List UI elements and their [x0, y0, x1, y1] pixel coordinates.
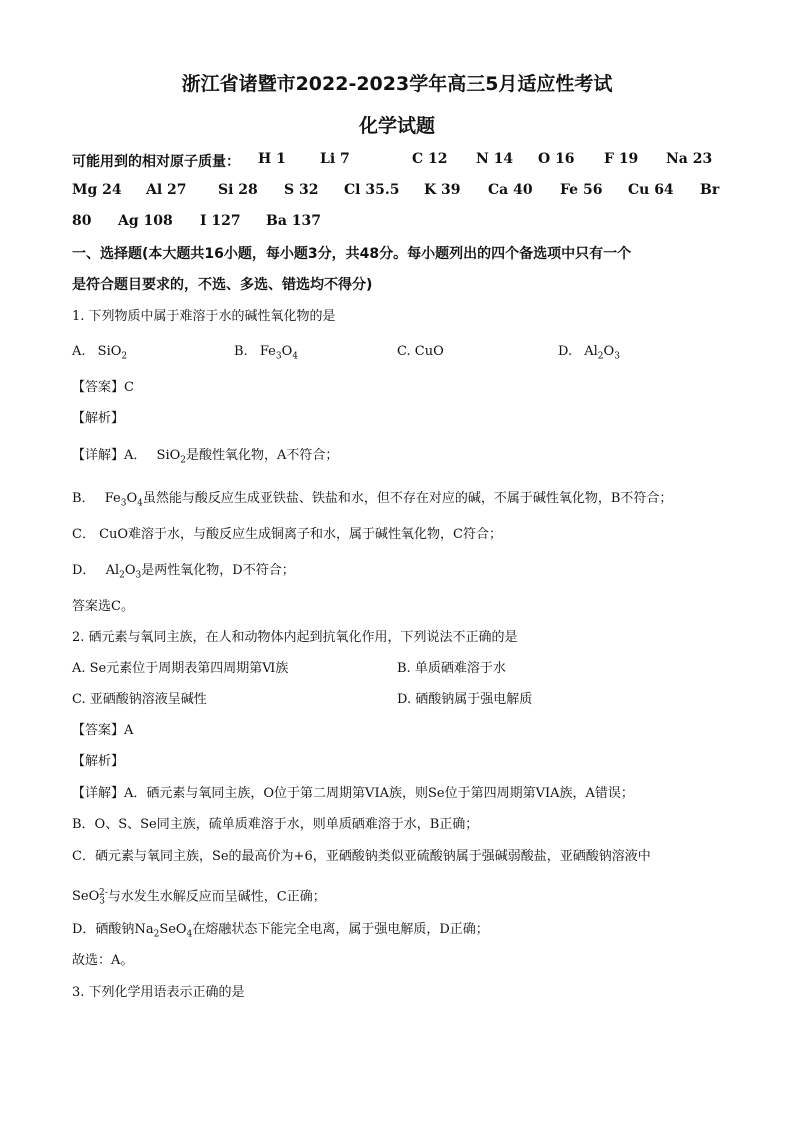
- section-heading-line-1: 一、选择题(本大题共16小题，每小题3分，共48分。每小题列出的四个备选项中只有一个: [72, 246, 632, 262]
- atomic-mass-item: Ag 108: [118, 213, 173, 229]
- q2-option-c: C. 亚硒酸钠溶液呈碱性: [72, 692, 207, 707]
- q1-detail-a: 【详解】A． SiO$_2$是酸性氧化物，A不符合；: [72, 448, 339, 466]
- atomic-mass-item: Ba 137: [266, 213, 322, 229]
- q2-detail-c: C．硒元素与氧同主族，Se的最高价为+6，亚硒酸钠类似亚硫酸钠属于强碱弱酸盐，亚硒酸钠溶液中: [72, 849, 651, 864]
- q2-detail-c-cont: SeO$_3^{2-}$与水发生水解反应而呈碱性，C正确；: [72, 888, 326, 907]
- q2-option-a: A. Se元素位于周期表第四周期第Ⅵ族: [72, 661, 289, 676]
- q2-option-b: B. 单质硒难溶于水: [397, 661, 506, 676]
- atomic-mass-item: Ca 40: [488, 182, 533, 198]
- formula: SiO$_2$: [97, 344, 128, 362]
- atomic-mass-item: K 39: [424, 182, 461, 198]
- atomic-mass-item: Li 7: [320, 151, 350, 167]
- atomic-mass-item: Al 27: [146, 182, 187, 198]
- atomic-mass-item: H 1: [258, 151, 286, 167]
- q2-analysis-tag: 【解析】: [72, 754, 125, 769]
- atomic-mass-label: 可能用到的相对原子质量：: [72, 154, 240, 170]
- atomic-mass-item: Mg 24: [72, 182, 122, 198]
- question-1-stem: 1. 下列物质中属于难溶于水的碱性氧化物的是: [72, 309, 336, 324]
- atomic-mass-item: 80: [72, 213, 92, 229]
- q2-detail-a: 【详解】A．硒元素与氧同主族，O位于第二周期第VIA族，则Se位于第四周期第VIA族，A错误；: [72, 786, 634, 801]
- q1-answer: 【答案】C: [72, 380, 134, 395]
- atomic-mass-item: I 127: [200, 213, 241, 229]
- q1-option-c: C. CuO: [397, 344, 444, 359]
- option-label: A.: [72, 344, 86, 359]
- q1-detail-d: D． $Al_2O_3$是两性氧化物，D不符合；: [72, 563, 295, 581]
- page-title: 浙江省诸暨市2022-2023学年高三5月适应性考试: [181, 73, 613, 95]
- atomic-mass-row-2: [72, 182, 720, 204]
- section-heading-line-2: 是符合题目要求的，不选、多选、错选均不得分): [72, 277, 373, 293]
- q1-option-b: [234, 342, 298, 367]
- atomic-mass-item: Cl 35.5: [344, 182, 400, 198]
- atomic-mass-item: F 19: [604, 151, 639, 167]
- option-label: D.: [558, 344, 573, 359]
- option-label: B.: [234, 344, 248, 359]
- atomic-mass-item: Fe 56: [560, 182, 603, 198]
- atomic-mass-item: O 16: [538, 151, 575, 167]
- atomic-mass-item: Si 28: [218, 182, 258, 198]
- q1-detail-c: C． CuO难溶于水，与酸反应生成铜离子和水，属于碱性氧化物，C符合；: [72, 527, 503, 542]
- atomic-mass-item: Na 23: [666, 151, 713, 167]
- q2-detail-d: D．硒酸钠$Na_2SeO_4$在熔融状态下能完全电离，属于强电解质，D正确；: [72, 922, 489, 940]
- question-3-stem: 3. 下列化学用语表示正确的是: [72, 985, 245, 1000]
- q2-option-d: D. 硒酸钠属于强电解质: [397, 692, 533, 707]
- atomic-mass-row-3: [72, 213, 720, 235]
- question-2-stem: 2. 硒元素与氧同主族，在人和动物体内起到抗氧化作用，下列说法不正确的是: [72, 630, 518, 645]
- q1-option-a: [72, 342, 127, 367]
- q1-conclusion: 答案选C。: [72, 599, 134, 614]
- q1-option-d: [558, 342, 620, 367]
- atomic-mass-item: S 32: [284, 182, 319, 198]
- atomic-mass-item: Br: [700, 182, 720, 198]
- q2-answer: 【答案】A: [72, 723, 134, 738]
- formula: $Al_2O_3$: [584, 344, 620, 362]
- page-subtitle: 化学试题: [358, 115, 435, 137]
- atomic-mass-item: C 12: [412, 151, 448, 167]
- q2-conclusion: 故选：A。: [72, 953, 134, 968]
- atomic-mass-item: N 14: [476, 151, 514, 167]
- atomic-mass-item: Cu 64: [628, 182, 674, 198]
- q1-analysis-tag: 【解析】: [72, 411, 125, 426]
- formula: $Fe_3O_4$: [259, 344, 298, 362]
- q1-detail-b: B． $Fe_3O_4$虽然能与酸反应生成亚铁盐、铁盐和水，但不存在对应的碱，不属于碱性氧化物，B不符合；: [72, 491, 673, 509]
- q2-detail-b: B．O、S、Se同主族，硫单质难溶于水，则单质硒难溶于水，B正确；: [72, 817, 479, 832]
- atomic-mass-row-1: [72, 151, 720, 173]
